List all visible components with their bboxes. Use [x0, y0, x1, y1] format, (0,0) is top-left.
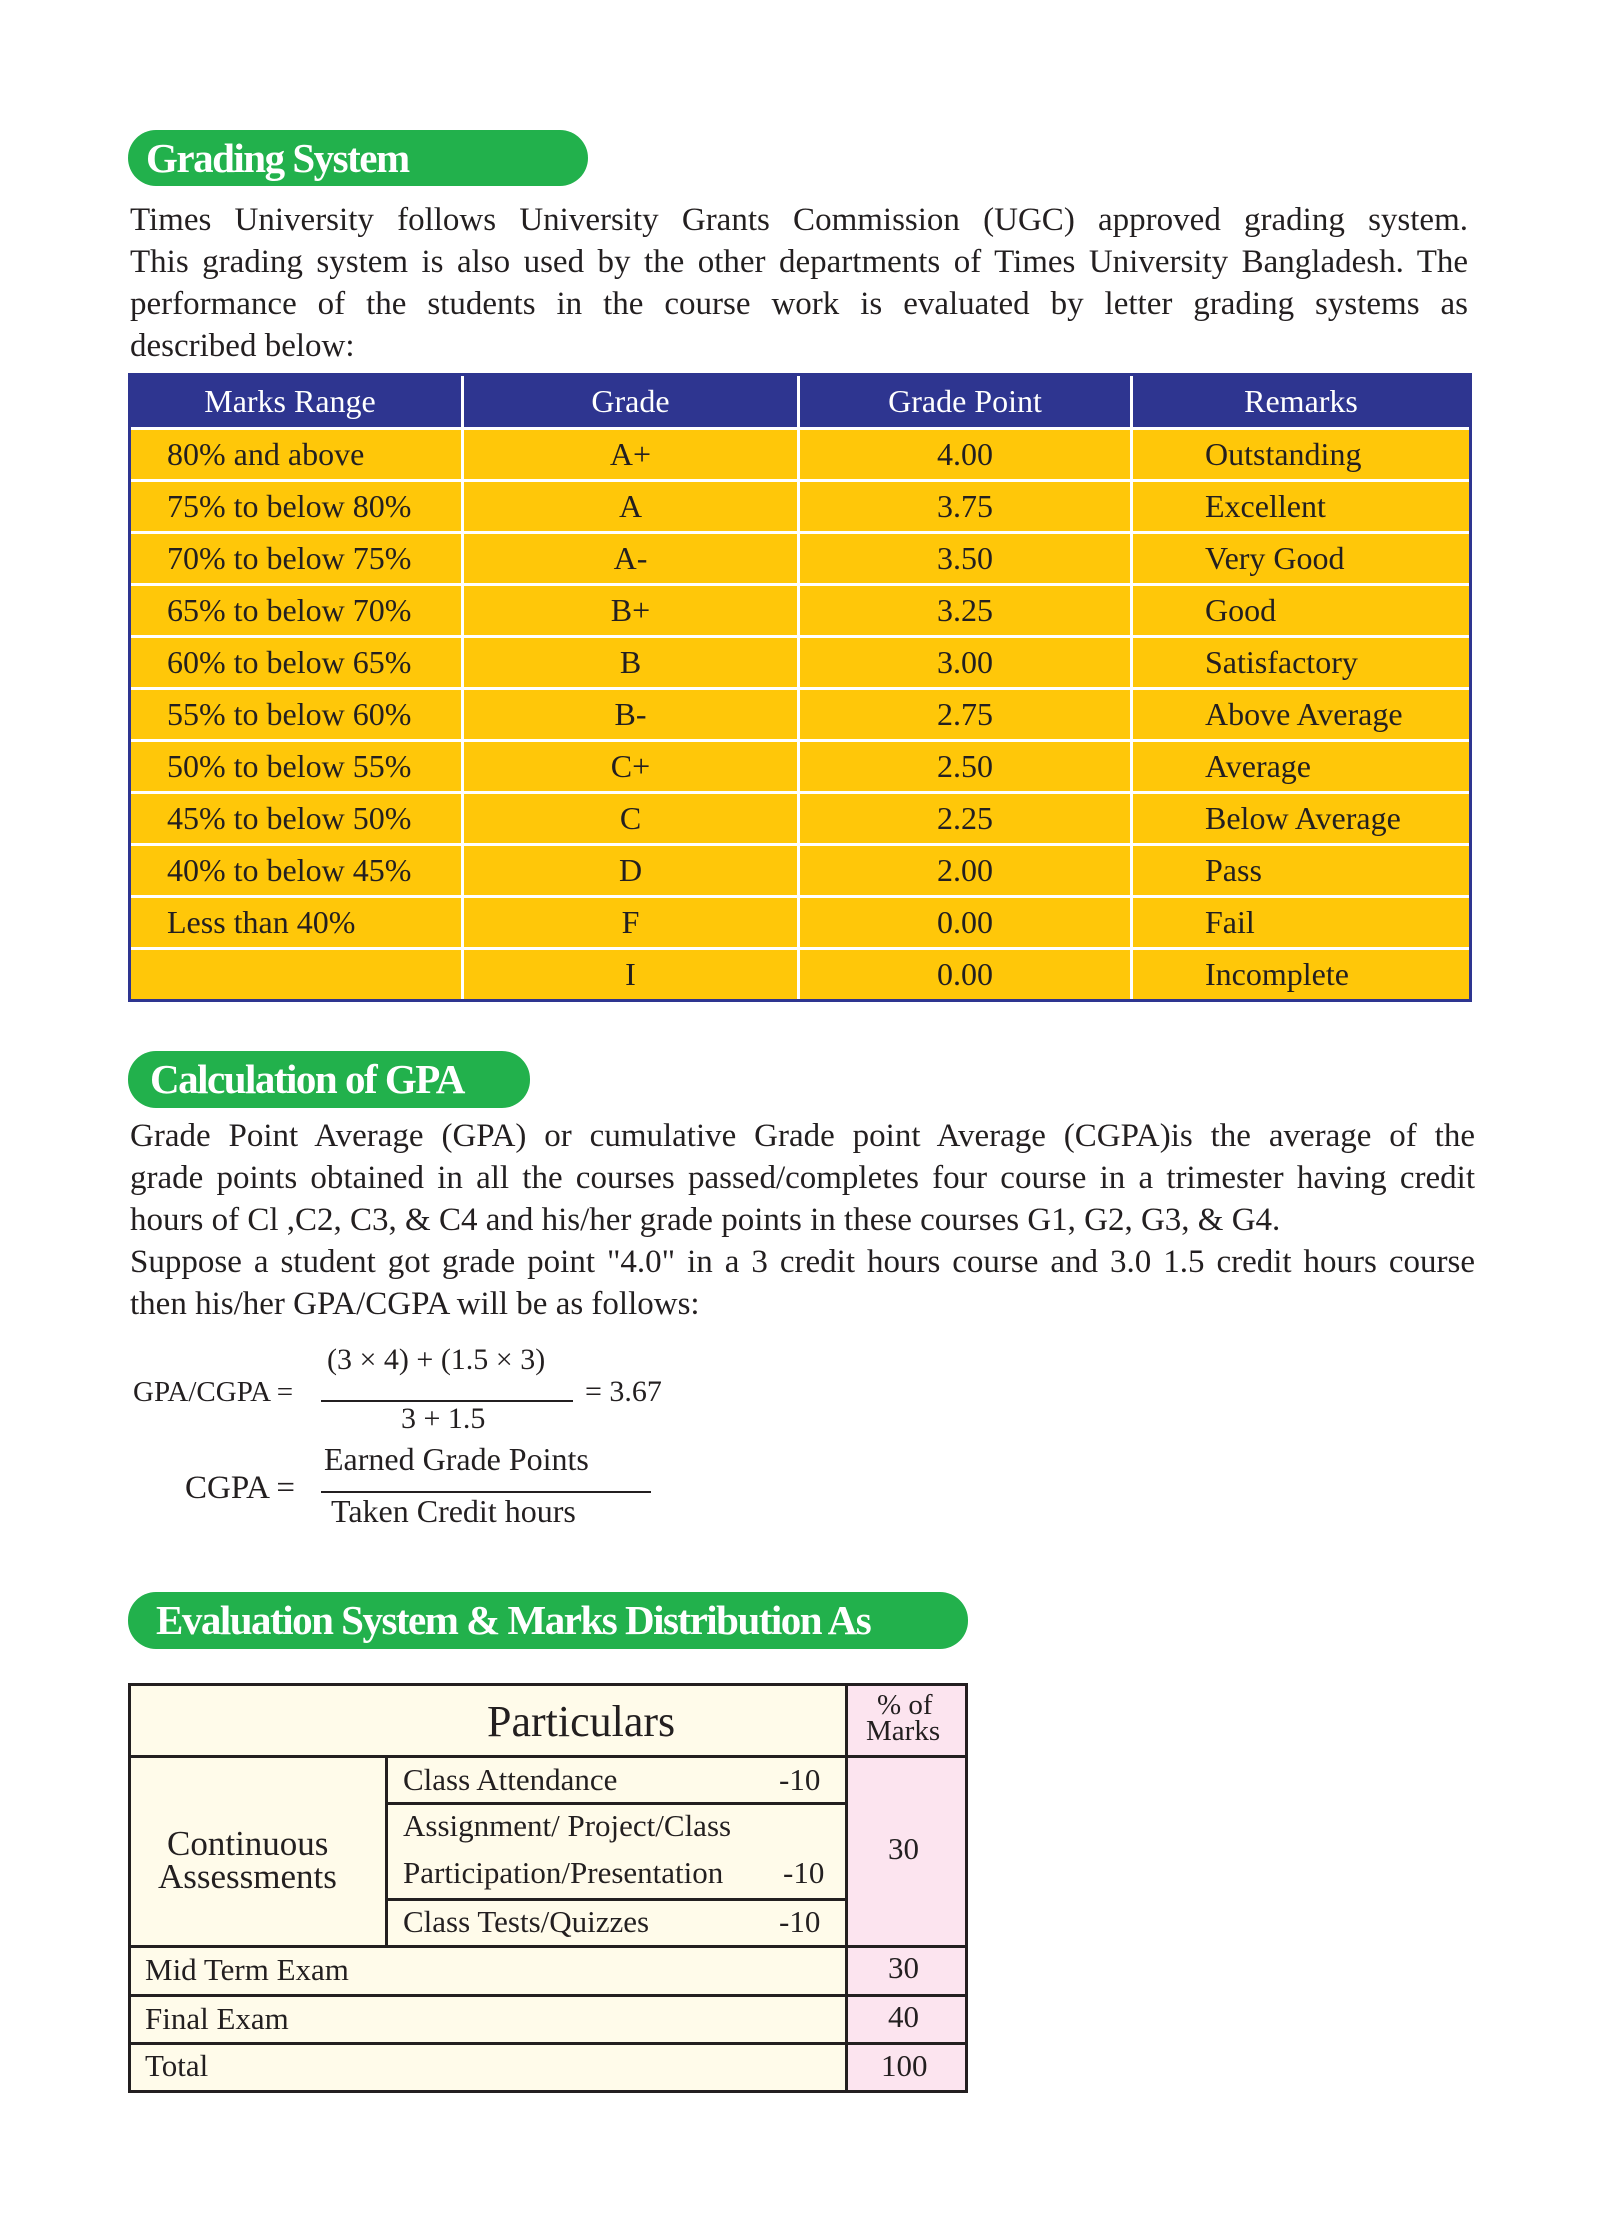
marks-range-cell: 55% to below 60% — [131, 687, 464, 739]
formula2-numerator: Earned Grade Points — [324, 1441, 589, 1477]
marks-range-cell — [131, 947, 464, 999]
divider — [385, 1802, 845, 1805]
marks-range-cell: 40% to below 45% — [131, 843, 464, 895]
marks-range-cell: 65% to below 70% — [131, 583, 464, 635]
grading-table-row — [131, 427, 1469, 479]
intro-line: performance of the students in the course work is evaluated by letter grading systems as — [130, 286, 1468, 322]
gpa-line: grade points obtained in all the courses passed/completes four course in a trimester having credit — [130, 1160, 1475, 1196]
component-label: Class Tests/Quizzes — [403, 1904, 650, 1939]
header-marks-line2: Marks — [866, 1715, 941, 1747]
grade-cell: B+ — [464, 583, 800, 635]
remarks-cell: Pass — [1133, 843, 1469, 895]
grade-cell: F — [464, 895, 800, 947]
grade-point-cell: 3.50 — [800, 531, 1133, 583]
grading-system-heading — [128, 130, 588, 186]
grade-point-cell: 2.75 — [800, 687, 1133, 739]
remarks-cell: Fail — [1133, 895, 1469, 947]
grade-point-cell: 0.00 — [800, 895, 1133, 947]
grade-point-cell: 3.00 — [800, 635, 1133, 687]
gpa-paragraph — [130, 1115, 1475, 1325]
grading-table-header — [131, 376, 1469, 427]
grade-point-cell: 3.25 — [800, 583, 1133, 635]
marks-range-cell: 60% to below 65% — [131, 635, 464, 687]
marks-range-cell: 45% to below 50% — [131, 791, 464, 843]
component-value: -10 — [779, 1904, 821, 1939]
grading-intro-paragraph — [130, 199, 1468, 367]
evaluation-title: Evaluation System & Marks Distribution As — [156, 1597, 871, 1643]
remarks-cell: Satisfactory — [1133, 635, 1469, 687]
gpa-line: then his/her GPA/CGPA will be as follows: — [130, 1286, 700, 1322]
row-marks-total: 100 — [881, 2048, 928, 2083]
remarks-cell: Very Good — [1133, 531, 1469, 583]
grading-table-row — [131, 531, 1469, 583]
evaluation-heading — [128, 1592, 968, 1649]
grading-table-row — [131, 583, 1469, 635]
divider — [385, 1898, 845, 1901]
grading-table-row — [131, 843, 1469, 895]
grade-cell: A — [464, 479, 800, 531]
row-label-mid-term: Mid Term Exam — [145, 1952, 349, 1987]
remarks-cell: Outstanding — [1133, 427, 1469, 479]
divider — [131, 1994, 965, 1997]
formula2-denominator: Taken Credit hours — [331, 1493, 576, 1529]
row-marks-mid-term: 30 — [888, 1950, 919, 1985]
remarks-cell: Above Average — [1133, 687, 1469, 739]
remarks-cell: Incomplete — [1133, 947, 1469, 999]
formula2-lhs: CGPA = — [185, 1470, 296, 1506]
gpa-calculation-heading — [128, 1051, 530, 1108]
evaluation-table — [128, 1683, 968, 2093]
gpa-line: Grade Point Average (GPA) or cumulative Grade point Average (CGPA)is the average of the — [130, 1118, 1475, 1154]
header-grade-point: Grade Point — [800, 376, 1133, 427]
remarks-cell: Excellent — [1133, 479, 1469, 531]
intro-line: This grading system is also used by the other departments of Times University Bangladesh. The — [130, 244, 1468, 280]
grade-cell: I — [464, 947, 800, 999]
formula1-numerator: (3 × 4) + (1.5 × 3) — [327, 1343, 546, 1376]
grading-table-row — [131, 947, 1469, 999]
divider — [131, 2042, 965, 2045]
grading-table-row — [131, 791, 1469, 843]
remarks-cell: Good — [1133, 583, 1469, 635]
continuous-marks: 30 — [888, 1831, 919, 1866]
row-marks-final: 40 — [888, 1999, 919, 2034]
grade-cell: B- — [464, 687, 800, 739]
formula1-lhs: GPA/CGPA = — [133, 1376, 294, 1408]
gpa-line: Suppose a student got grade point "4.0" in a 3 credit hours course and 3.0 1.5 credit hours course — [130, 1244, 1475, 1280]
marks-range-cell: 80% and above — [131, 427, 464, 479]
grade-point-cell: 2.00 — [800, 843, 1133, 895]
component-label: Assignment/ Project/Class — [403, 1808, 732, 1843]
grade-cell: B — [464, 635, 800, 687]
marks-range-cell: Less than 40% — [131, 895, 464, 947]
marks-range-cell: 50% to below 55% — [131, 739, 464, 791]
grading-table — [128, 373, 1472, 1002]
divider — [131, 1755, 965, 1758]
component-value: -10 — [779, 1762, 821, 1797]
grading-table-row — [131, 687, 1469, 739]
row-label-total: Total — [145, 2048, 209, 2083]
continuous-assessments-line1: Continuous — [167, 1824, 329, 1863]
header-particulars: Particulars — [487, 1697, 676, 1746]
header-grade: Grade — [464, 376, 800, 427]
header-marks-line1: % of — [877, 1689, 933, 1721]
grade-point-cell: 2.25 — [800, 791, 1133, 843]
remarks-cell: Below Average — [1133, 791, 1469, 843]
grade-cell: A+ — [464, 427, 800, 479]
marks-range-cell: 70% to below 75% — [131, 531, 464, 583]
grading-table-row — [131, 895, 1469, 947]
formula1-denominator: 3 + 1.5 — [401, 1402, 486, 1435]
row-label-final: Final Exam — [145, 2001, 289, 2036]
grading-table-row — [131, 479, 1469, 531]
component-value: -10 — [783, 1855, 825, 1890]
header-remarks: Remarks — [1244, 383, 1358, 419]
grading-system-title: Grading System — [146, 135, 409, 181]
grade-cell: C — [464, 791, 800, 843]
marks-range-cell: 75% to below 80% — [131, 479, 464, 531]
grading-table-row — [131, 739, 1469, 791]
component-label: Class Attendance — [403, 1762, 618, 1797]
divider — [385, 1755, 388, 1945]
remarks-cell: Average — [1133, 739, 1469, 791]
formula1-result: = 3.67 — [585, 1375, 662, 1408]
header-marks-range: Marks Range — [131, 376, 464, 427]
divider — [845, 1686, 848, 2090]
grade-point-cell: 2.50 — [800, 739, 1133, 791]
continuous-assessments-line2: Assessments — [158, 1857, 337, 1896]
gpa-line: hours of Cl ,C2, C3, & C4 and his/her grade points in these courses G1, G2, G3, & G4. — [130, 1202, 1281, 1238]
grade-cell: D — [464, 843, 800, 895]
grade-point-cell: 0.00 — [800, 947, 1133, 999]
grading-table-row — [131, 635, 1469, 687]
grade-cell: C+ — [464, 739, 800, 791]
grade-point-cell: 3.75 — [800, 479, 1133, 531]
intro-line: described below: — [130, 328, 355, 364]
grade-point-cell: 4.00 — [800, 427, 1133, 479]
gpa-calculation-title: Calculation of GPA — [150, 1056, 464, 1102]
divider — [131, 1945, 965, 1948]
grade-cell: A- — [464, 531, 800, 583]
intro-line: Times University follows University Grants Commission (UGC) approved grading system. — [130, 202, 1468, 238]
component-label: Participation/Presentation — [403, 1855, 724, 1890]
